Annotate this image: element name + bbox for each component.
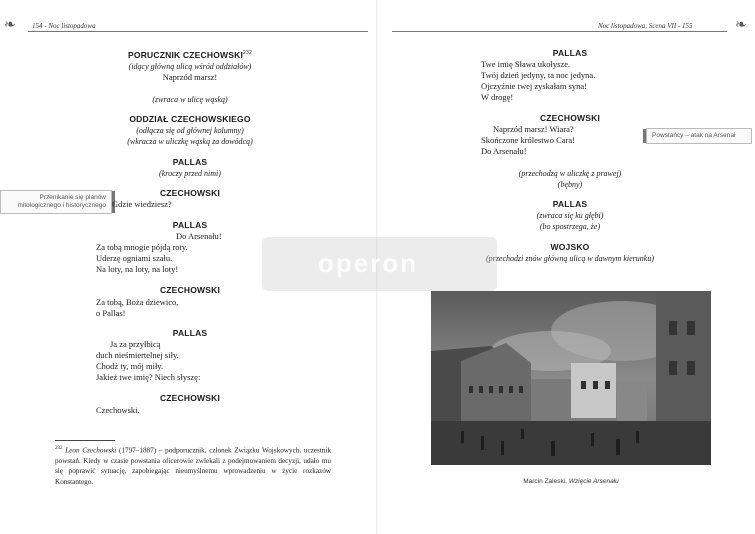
dialogue-block — [90, 114, 290, 147]
verse-group — [96, 339, 200, 383]
footnote-marker: 232 — [243, 50, 252, 56]
speaker-name: CZECHOWSKI — [159, 188, 221, 198]
caption-title: Wzięcie Arsenału — [568, 478, 619, 485]
verse-line: Gdzie wiedziesz? — [112, 199, 172, 209]
stage-direction: (kroczy przed nimi) — [159, 169, 221, 178]
verse-line: Na loty, na loty, na loty! — [96, 264, 179, 274]
verse-line: Do Arsenału! — [481, 146, 527, 156]
speaker-name: PALLAS — [552, 199, 588, 209]
verse-line: Do Arsenału! — [176, 231, 222, 241]
left-page-header: 154 - Noc listopadowa — [32, 22, 96, 30]
verse-line: Skończone królestwo Cara! — [481, 135, 575, 145]
stage-direction: (odłącza się od głównej kolumny) — [136, 126, 244, 135]
dialogue-block — [100, 157, 280, 179]
dialogue-block — [480, 48, 660, 59]
verse-group — [96, 297, 178, 319]
speaker-name: PALLAS — [172, 157, 208, 167]
verse-line: Chodź ty, mój miły. — [96, 361, 164, 371]
dialogue-block — [100, 188, 280, 199]
speaker-name: PALLAS — [172, 328, 208, 338]
margin-note-bar — [643, 129, 646, 143]
verse-line: o Pallas! — [96, 308, 126, 318]
dialogue-block — [480, 113, 660, 124]
margin-note-text: Powstańcy – atak na Arsenał — [652, 132, 736, 139]
speaker-name: WOJSKO — [550, 242, 590, 252]
verse-line: Naprzód marsz! — [162, 71, 218, 82]
right-page-header: Noc listopadowa, Scena VII - 155 — [598, 22, 693, 30]
verse-line: Twe imię Sława ukołysze. — [481, 59, 571, 69]
footnote — [55, 444, 331, 487]
verse-line: Za tobą, Boża dziewico, — [96, 297, 179, 307]
speaker-name: CZECHOWSKI — [539, 113, 601, 123]
dialogue-block — [100, 393, 280, 404]
verse-line: Ja za przyłbicą — [110, 339, 161, 349]
verse-line: Twój dzień jedyny, ta noc jedyna. — [481, 70, 596, 80]
stage-direction: (przechodzi znów główną ulicą w dawnym kierunku) — [486, 254, 654, 263]
caption-author: Marcin Zaleski, — [523, 478, 567, 485]
dialogue-block — [100, 220, 280, 231]
painting-image — [431, 291, 711, 465]
verse-line: W drogę! — [481, 92, 514, 102]
verse-line: Czechowski. — [96, 405, 140, 415]
right-header-rule — [392, 31, 727, 32]
verse-group — [481, 59, 595, 103]
verse-line: Uderzę ogniami szału. — [96, 253, 173, 263]
painting-svg — [431, 291, 711, 465]
stage-direction: (przechodzą w uliczkę z prawej) — [518, 169, 622, 178]
speaker-name: CZECHOWSKI — [159, 393, 221, 403]
speaker-name: PALLAS — [172, 220, 208, 230]
dialogue-block — [100, 94, 280, 105]
verse-group — [481, 124, 575, 157]
page-ornament-left-icon: ❧ — [4, 18, 16, 33]
page-ornament-right-icon: ❧ — [735, 18, 747, 33]
dialogue-block — [100, 328, 280, 339]
verse-line: Jakież twe imię? Niech słyszę: — [96, 372, 201, 382]
footnote-number: 232 — [55, 446, 63, 451]
stage-direction: (zwraca w ulicę wąską) — [152, 95, 228, 104]
stage-direction: (idący główną ulicą wśród oddziałów) — [128, 61, 252, 71]
painting-caption — [431, 478, 711, 485]
footnote-rule — [55, 440, 115, 441]
speaker-name: PORUCZNIK CZECHOWSKI$^{232}$ — [128, 49, 252, 60]
stage-direction: (wkracza w uliczkę wąską za dowódcą) — [127, 137, 253, 146]
verse-line: Za tobą mnogie pójdą roty. — [96, 242, 188, 252]
stage-direction: (zwraca się ku głębi) — [536, 211, 604, 220]
dialogue-block — [480, 199, 660, 232]
footnote-text: (1797–1887) – podporucznik, członek Związku Wojskowych, uczestnik powstań. Kiedy w czasie powstania oficerowie zwlekali z podejmowaniem decyzji, udało mu się poprawić sytuację, zapobiegając nieumyślnemu wprowadzeniu w życie rozkazów Konstantego. — [55, 446, 332, 486]
watermark-text: operon — [318, 248, 419, 278]
dialogue-block — [480, 168, 660, 190]
verse-line: duch nieśmiertelnej siły. — [96, 350, 179, 360]
dialogue-block — [100, 285, 280, 296]
speaker-name: ODDZIAŁ CZECHOWSKIEGO — [129, 114, 251, 124]
speaker-name: CZECHOWSKI — [159, 285, 221, 295]
verse-line: Ojczyźnie twej zyskałam syna! — [481, 81, 587, 91]
right-margin-note — [646, 128, 752, 144]
stage-direction: (bo spostrzega, że) — [539, 222, 601, 231]
left-header-rule — [28, 31, 368, 32]
dialogue-block — [100, 48, 280, 83]
footnote-name: Leon Czechowski — [65, 446, 117, 455]
speaker-name: PALLAS — [552, 48, 588, 58]
verse-group — [96, 231, 222, 275]
verse-line: Naprzód marsz! Wiara? — [493, 124, 574, 134]
margin-note-text: Przenikanie się planów mitologicznego i historycznego — [17, 194, 106, 209]
stage-direction: (bębny) — [557, 180, 583, 189]
left-margin-note — [0, 190, 112, 214]
